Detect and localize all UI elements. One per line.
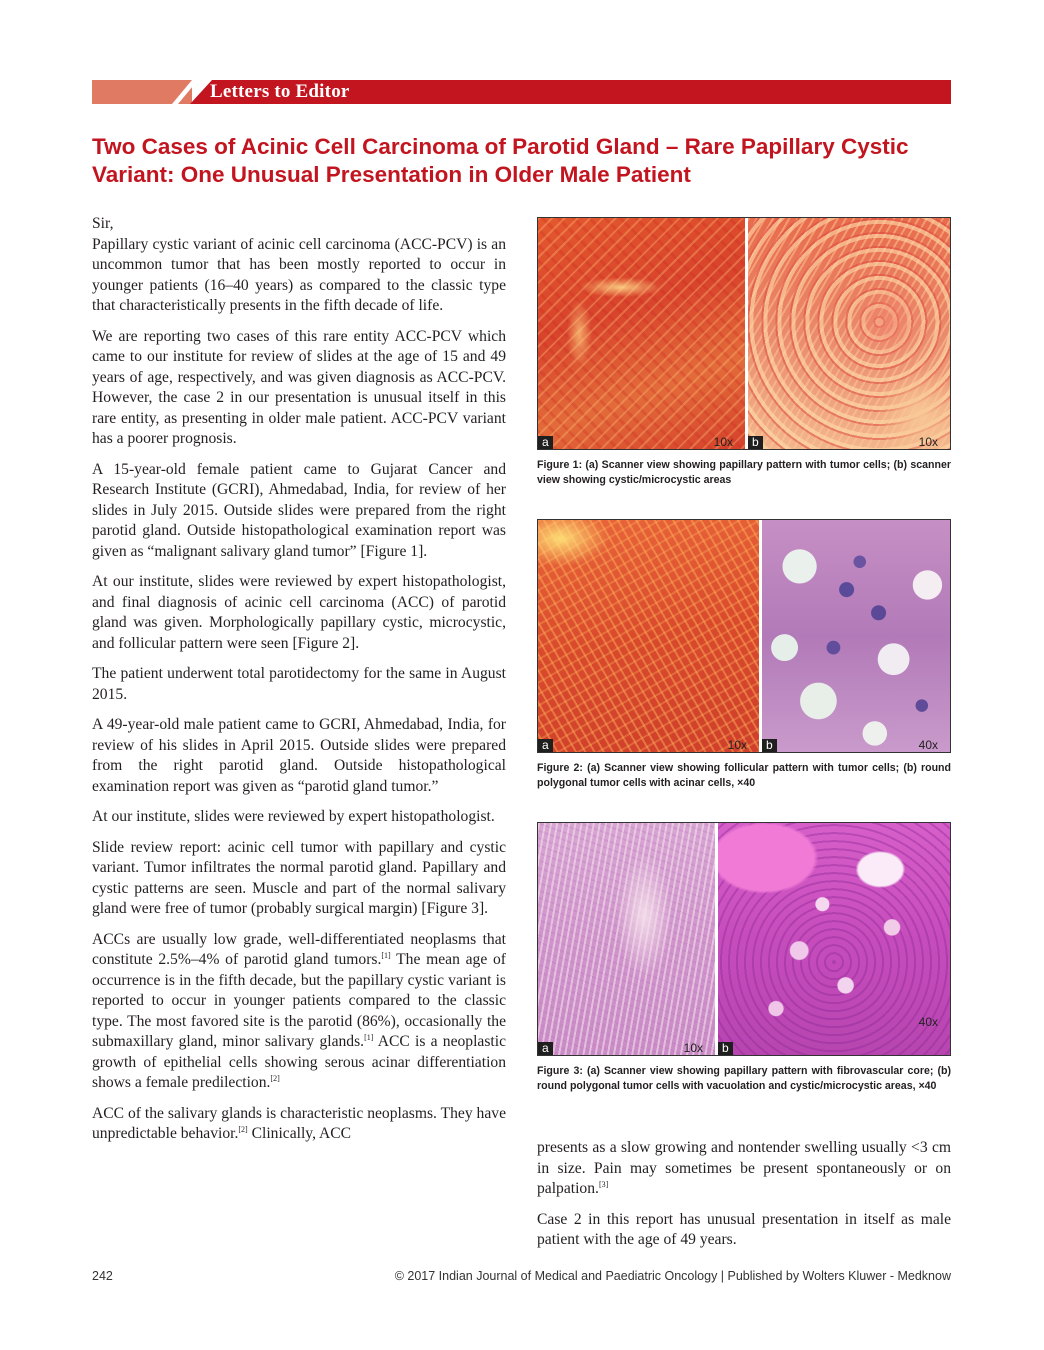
text-run: ACC of the salivary glands is characteristic neoplasms. They have unpredictable behavior. [92, 1104, 506, 1142]
figure-caption: Figure 2: (a) Scanner view showing follicular pattern with tumor cells; (b) round polygonal tumor cells with acinar cells, ×40 [537, 762, 951, 789]
paragraph: Slide review report: acinic cell tumor with papillary and cystic variant. Tumor infiltrates the normal parotid gland. Papillary and cystic patterns are seen. Muscle and part of the normal salivary gland were free of tumor (probably surgical margin) [Figure 3]. [92, 838, 506, 917]
right-column-text [537, 1138, 951, 1261]
panel-tag: a [538, 436, 553, 449]
paragraph [92, 930, 506, 1094]
text-run: ACCs are usually low grade, well-differentiated neoplasms that constitute 2.5%–4% of parotid gland tumors. [92, 930, 506, 968]
figure-1-panel-b [748, 218, 950, 449]
paragraph: The patient underwent total parotidectomy for the same in August 2015. [92, 665, 506, 703]
citation-link[interactable]: [3] [598, 1179, 609, 1189]
paragraph [92, 1104, 506, 1145]
paragraph: A 15-year-old female patient came to Gujarat Cancer and Research Institute (GCRI), Ahmedabad, India, for review of her slides in July 2015. Outside slides were prepared from the right parotid gland. Outside histopathological examination report was given as “malignant salivary gland tumor” [Figure 1]. [92, 460, 506, 560]
figure-3-image [537, 822, 951, 1056]
paragraph: Case 2 in this report has unusual presentation in itself as male patient with the age of 49 years. [537, 1210, 951, 1248]
paragraph: We are reporting two cases of this rare entity ACC-PCV which came to our institute for review of slides at the age of 15 and 49 years of age, respectively, and was given diagnosis as ACC-PCV. However, the case 2 in our presentation is unusual itself in this rare entity, as presenting in older male patient. ACC-PCV variant has a poorer prognosis. [92, 327, 506, 447]
left-column [92, 214, 506, 1155]
figure-2-image [537, 519, 951, 753]
figure-3 [537, 822, 951, 1094]
figure-1 [537, 217, 951, 488]
citation-link[interactable]: [1] [381, 950, 391, 960]
citation-link[interactable]: [1] [364, 1032, 374, 1042]
citation-link[interactable]: [2] [238, 1124, 248, 1134]
paragraph: At our institute, slides were reviewed by expert histopathologist. [92, 808, 495, 825]
salutation: Sir, [92, 215, 114, 232]
panel-tag: b [748, 436, 763, 449]
copyright-notice: © 2017 Indian Journal of Medical and Paediatric Oncology | Published by Wolters Kluwer - Medknow [394, 1269, 951, 1283]
panel-tag: b [762, 739, 777, 752]
article-title: Two Cases of Acinic Cell Carcinoma of Parotid Gland – Rare Papillary Cystic Variant: One Unusual Presentation in Older Male Patient [92, 134, 909, 187]
figure-caption: Figure 3: (a) Scanner view showing papillary pattern with fibrovascular core; (b) round polygonal tumor cells with vacuolation and cystic/microcystic areas, ×40 [537, 1065, 951, 1092]
panel-tag: a [538, 739, 553, 752]
section-label: Letters to Editor [210, 81, 350, 102]
figure-2-panel-a [538, 520, 759, 752]
paragraph [537, 1138, 951, 1200]
figure-3-panel-a [538, 823, 715, 1055]
magnification-label: 40x [918, 1015, 938, 1029]
paragraph: At our institute, slides were reviewed by expert histopathologist, and final diagnosis of acinic cell carcinoma (ACC) of parotid gland was given. Morphologically papillary cystic, microcystic, and follicular pattern were seen [Figure 2]. [92, 573, 506, 652]
figure-caption: Figure 1: (a) Scanner view showing papillary pattern with tumor cells; (b) scanner view showing cystic/microcystic areas [537, 459, 951, 486]
text-run: The mean age of occurrence is in the fifth decade, but the papillary cystic variant is reported to occur in younger patients compared to the classic type. The most favored site is the parotid (86%), occasionally the submaxillary gland, minor salivary glands. [92, 951, 506, 1050]
magnification-label: 10x [918, 435, 938, 449]
citation-link[interactable]: [2] [270, 1073, 280, 1083]
figure-3-panel-b [718, 823, 950, 1055]
figure-1-panel-a [538, 218, 745, 449]
paragraph: A 49-year-old male patient came to GCRI, Ahmedabad, India, for review of his slides in April 2015. Outside slides were prepared from the right parotid gland. Outside histopathological examination report was given as “parotid gland tumor.” [92, 716, 506, 795]
paragraph: Papillary cystic variant of acinic cell carcinoma (ACC-PCV) is an uncommon tumor that has been mostly reported to occur in younger patients (16–40 years) as compared to the classic type that characteristically presents in the fifth decade of life. [92, 235, 506, 314]
section-banner [92, 80, 951, 104]
magnification-label: 10x [727, 738, 747, 752]
figure-1-image [537, 217, 951, 450]
figure-2-panel-b [762, 520, 950, 752]
text-run: ACC is a neoplastic growth of epithelial cells showing serous acinar differentiation shows a female predilection. [92, 1033, 507, 1091]
magnification-label: 10x [683, 1041, 703, 1055]
panel-tag: b [718, 1042, 733, 1055]
magnification-label: 10x [713, 435, 733, 449]
text-run: presents as a slow growing and nontender swelling usually <3 cm in size. Pain may sometimes be present spontaneously or on palpation. [537, 1139, 951, 1197]
page-number: 242 [92, 1269, 113, 1283]
figure-2 [537, 519, 951, 791]
text-run: Clinically, ACC [247, 1125, 352, 1142]
magnification-label: 40x [918, 738, 938, 752]
panel-tag: a [538, 1042, 553, 1055]
